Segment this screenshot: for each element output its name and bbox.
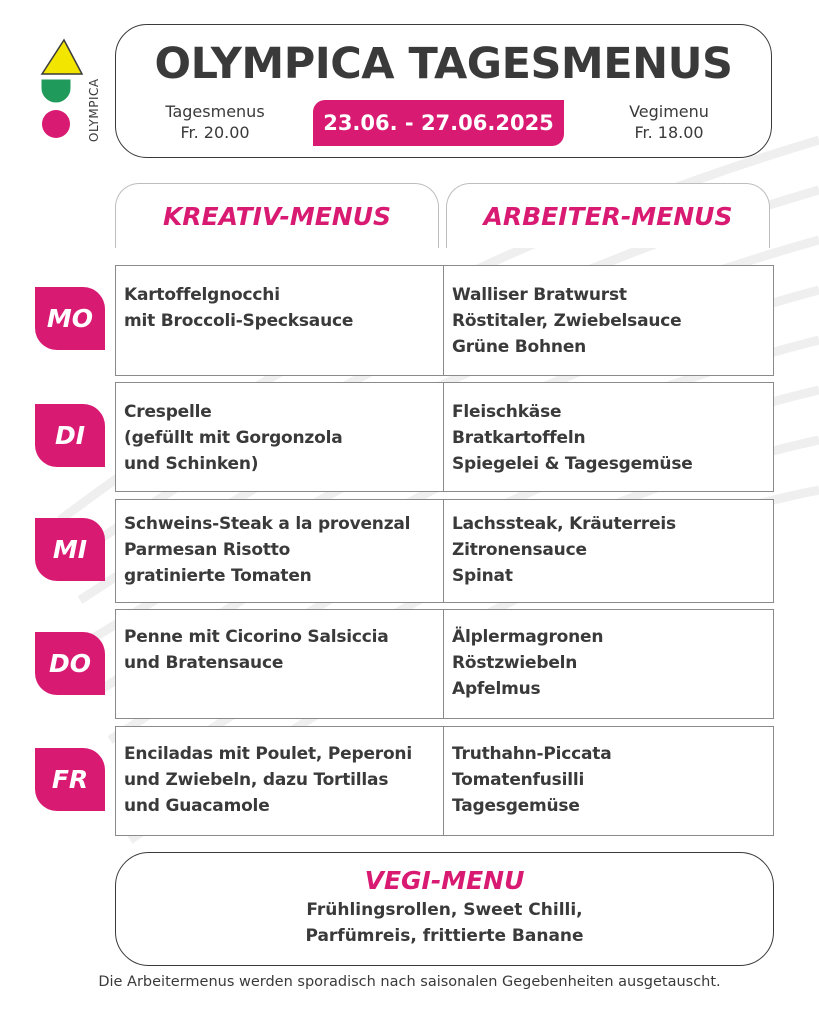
menu-line: (gefüllt mit Gorgonzola <box>124 428 343 448</box>
kreativ-menu-cell <box>116 266 444 375</box>
menu-line: Röstzwiebeln <box>452 653 578 673</box>
kreativ-menu-cell <box>116 383 444 491</box>
menu-line: Älplermagronen <box>452 627 604 647</box>
arbeiter-column-header: ARBEITER-MENUS <box>446 183 770 248</box>
menu-row-mo <box>115 265 774 376</box>
page-title: OLYMPICA TAGESMENUS <box>154 39 733 89</box>
footnote: Die Arbeitermenus werden sporadisch nach saisonalen Gegebenheiten ausgetauscht. <box>98 974 721 990</box>
menu-line: Röstitaler, Zwiebelsauce <box>452 311 682 331</box>
menu-line: Spiegelei & Tagesgemüse <box>452 454 693 474</box>
menu-line: Spinat <box>452 566 513 586</box>
menu-line: und Zwiebeln, dazu Tortillas <box>124 770 389 790</box>
menu-row-di <box>115 382 774 492</box>
vegi-menu-box <box>115 852 774 966</box>
vegimenu-value: Fr. 18.00 <box>634 123 704 142</box>
tagesmenu-label: Tagesmenus <box>165 102 265 121</box>
kreativ-menu-cell <box>116 610 444 718</box>
day-tab-fr: FR <box>35 748 105 811</box>
menu-line: und Guacamole <box>124 796 270 816</box>
date-range-badge: 23.06. - 27.06.2025 <box>313 100 564 146</box>
menu-line: und Schinken) <box>124 454 259 474</box>
day-tab-mo: MO <box>35 287 105 350</box>
day-tab-mi: MI <box>35 518 105 581</box>
menu-line: Bratkartoffeln <box>452 428 586 448</box>
day-tab-di: DI <box>35 404 105 467</box>
logo-mark <box>40 38 102 146</box>
vegimenu-price <box>604 101 734 143</box>
menu-line: Fleischkäse <box>452 402 562 422</box>
menu-line: Apfelmus <box>452 679 541 699</box>
tagesmenu-price <box>150 101 280 143</box>
menu-line: Schweins-Steak a la provenzal <box>124 514 411 534</box>
menu-line: und Bratensauce <box>124 653 284 673</box>
kreativ-menu-cell <box>116 500 444 602</box>
menu-line: Tomatenfusilli <box>452 770 585 790</box>
kreativ-menu-cell <box>116 727 444 835</box>
vegi-menu-title: VEGI-MENU <box>364 866 525 895</box>
menu-line: Grüne Bohnen <box>452 337 587 357</box>
logo-text: OLYMPICA <box>87 78 101 142</box>
menu-line: Tagesgemüse <box>452 796 580 816</box>
arbeiter-menu-cell <box>444 383 773 491</box>
menu-line: Penne mit Cicorino Salsiccia <box>124 627 389 647</box>
olympica-logo <box>40 38 102 146</box>
arbeiter-menu-cell <box>444 500 773 602</box>
header-box <box>115 24 772 158</box>
vegimenu-label: Vegimenu <box>629 102 709 121</box>
menu-row-mi <box>115 499 774 603</box>
day-tab-do: DO <box>35 632 105 695</box>
menu-line: Lachssteak, Kräuterreis <box>452 514 676 534</box>
menu-line: Parmesan Risotto <box>124 540 291 560</box>
menu-line: mit Broccoli-Specksauce <box>124 311 354 331</box>
vegi-menu-line: Parfümreis, frittierte Banane <box>305 926 584 946</box>
menu-line: Walliser Bratwurst <box>452 285 627 305</box>
menu-line: Crespelle <box>124 402 212 422</box>
menu-line: Truthahn-Piccata <box>452 744 612 764</box>
arbeiter-menu-cell <box>444 266 773 375</box>
kreativ-column-header: KREATIV-MENUS <box>115 183 439 248</box>
menu-row-do <box>115 609 774 719</box>
menu-line: Enciladas mit Poulet, Peperoni <box>124 744 412 764</box>
menu-line: Kartoffelgnocchi <box>124 285 280 305</box>
arbeiter-menu-cell <box>444 610 773 718</box>
menu-row-fr <box>115 726 774 836</box>
vegi-menu-line: Frühlingsrollen, Sweet Chilli, <box>306 900 583 920</box>
arbeiter-menu-cell <box>444 727 773 835</box>
menu-line: Zitronensauce <box>452 540 587 560</box>
menu-line: gratinierte Tomaten <box>124 566 312 586</box>
tagesmenu-value: Fr. 20.00 <box>180 123 250 142</box>
